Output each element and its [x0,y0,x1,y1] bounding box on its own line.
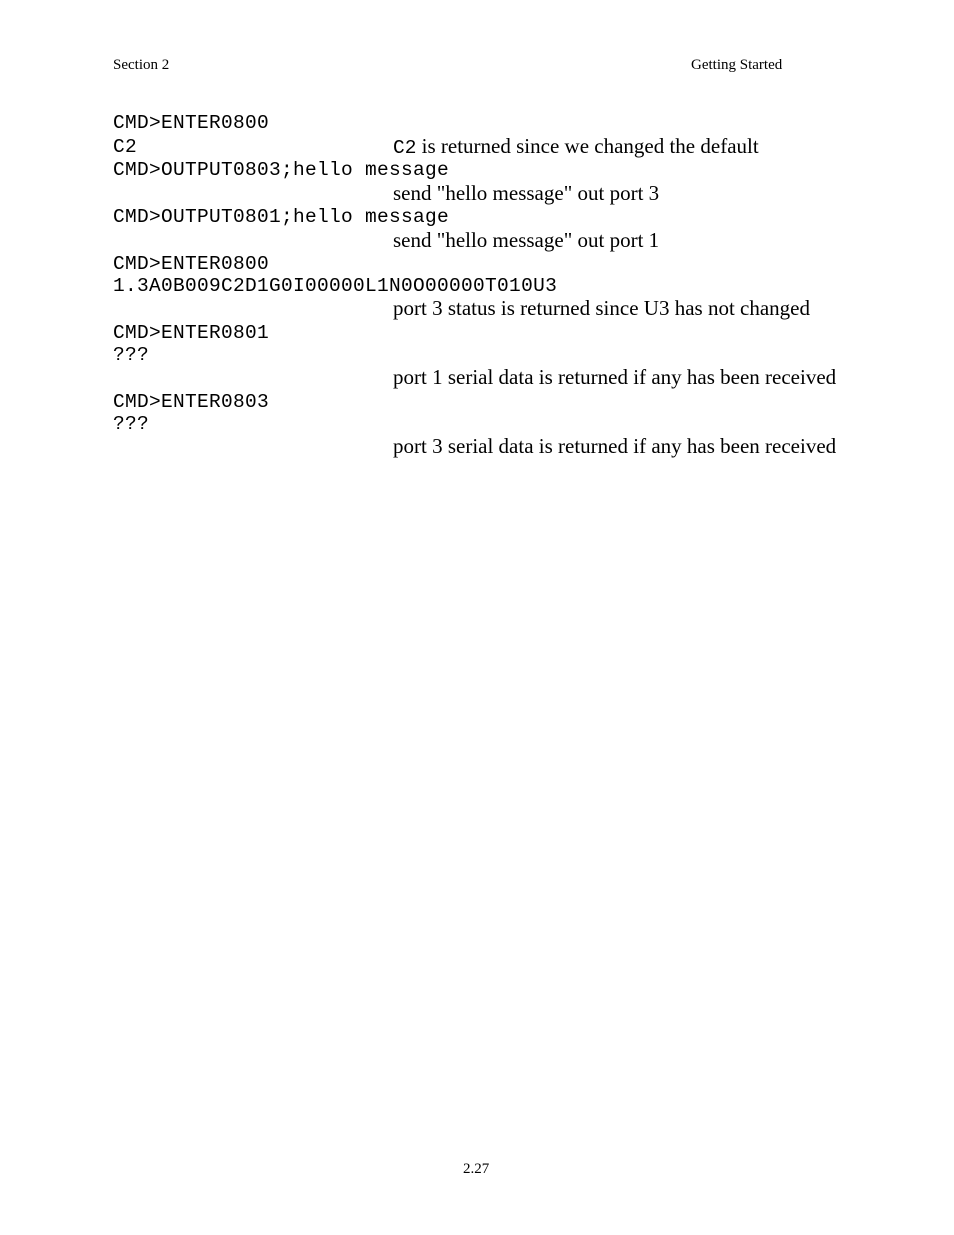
code-line-enter0800-second: CMD>ENTER0800 [113,253,270,275]
code-line-enter0800: CMD>ENTER0800 [113,112,270,134]
note-send-port-3: send "hello message" out port 3 [393,181,660,205]
code-line-output0803: CMD>OUTPUT0803;hello message [113,159,450,181]
note-send-port-1: send "hello message" out port 1 [393,228,660,252]
code-line-status-string: 1.3A0B009C2D1G0I00000L1N0O00000T010U3 [113,275,558,297]
code-line-unknown-2: ??? [113,413,150,435]
code-line-enter0801: CMD>ENTER0801 [113,322,270,344]
note-port-1-serial: port 1 serial data is returned if any has been received [393,365,837,389]
note-port-3-serial: port 3 serial data is returned if any has been received [393,434,837,458]
code-line-enter0803: CMD>ENTER0803 [113,391,270,413]
running-header-chapter: Getting Started [691,57,783,73]
code-line-c2: C2 [113,136,138,158]
code-line-output0801: CMD>OUTPUT0801;hello message [113,206,450,228]
code-line-unknown-1: ??? [113,344,150,366]
note-port-3-status: port 3 status is returned since U3 has not changed [393,296,810,320]
command-transcript [113,0,913,1235]
note-c2-returned [393,135,759,160]
note-inline-code: C2 [393,137,417,159]
note-text: is returned since we changed the default [416,134,759,158]
page-number: 2.27 [463,1161,490,1177]
running-header-section: Section 2 [113,57,170,73]
